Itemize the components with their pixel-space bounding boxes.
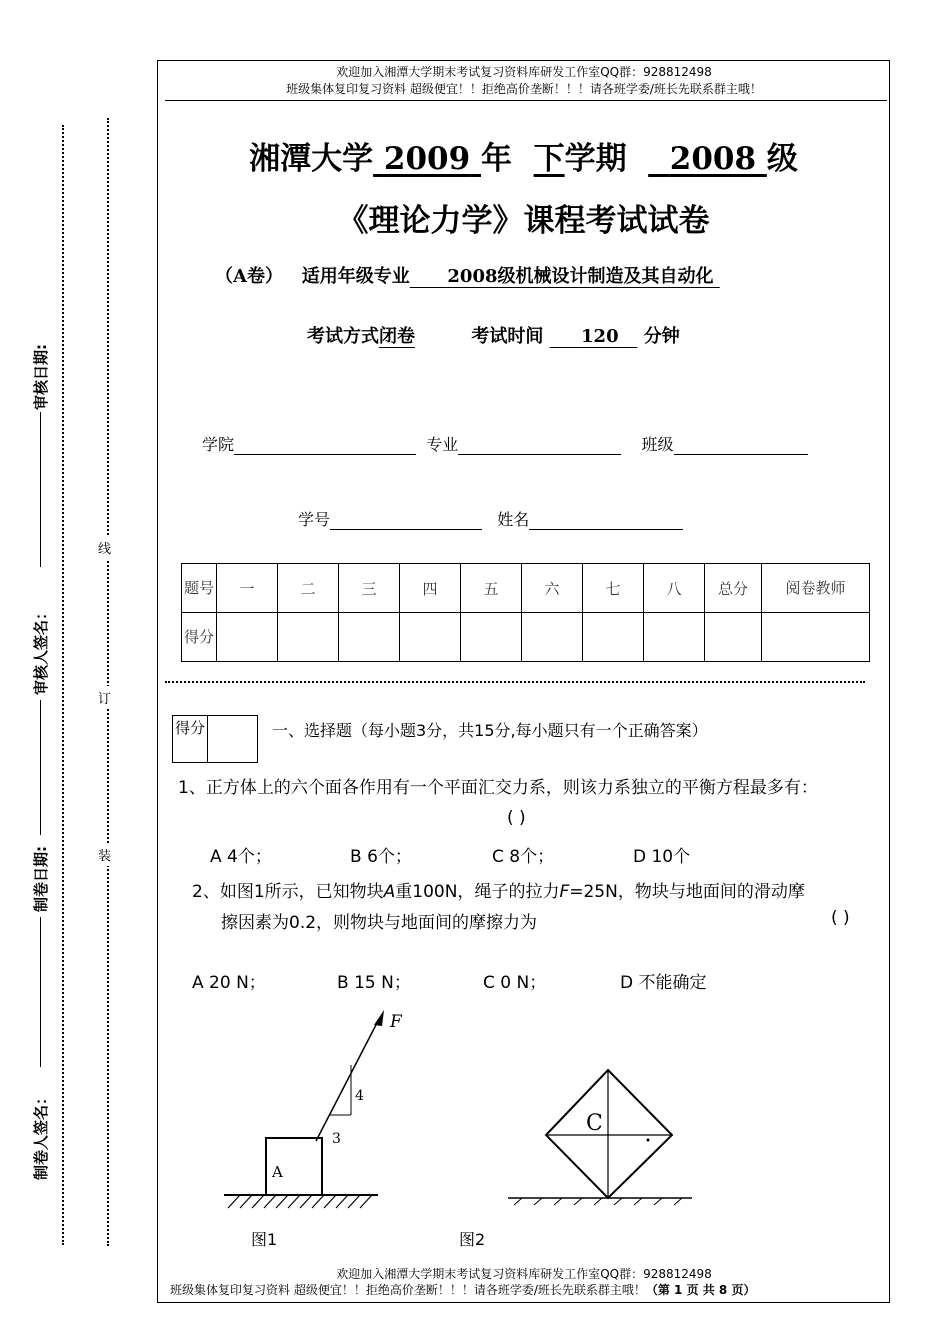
point-dot	[647, 1139, 650, 1142]
q2-option-b: B 15 N；	[337, 973, 411, 993]
force-arrowhead-icon	[374, 1010, 384, 1026]
figure-1-diagram	[218, 1005, 402, 1220]
col-5: 五	[461, 564, 522, 613]
col-8: 八	[644, 564, 705, 613]
header-line-1: 欢迎加入湘潭大学期末考试复习资料库研发工作室QQ群：928812498	[336, 65, 712, 79]
exam-title: 湘潭大学 2009 年 下学期 2008 级	[249, 141, 798, 177]
score-cell[interactable]	[762, 613, 870, 662]
binding-dotted-line-outer	[62, 125, 64, 1245]
col-2: 二	[278, 564, 339, 613]
ground-hatching	[514, 1198, 682, 1205]
fig-1-caption: 图1	[251, 1230, 278, 1249]
ground-hatching	[228, 1195, 372, 1208]
figure-2-diagram	[500, 1060, 700, 1220]
info-fields-row-2: 学号 姓名	[298, 507, 683, 530]
maker-sign-label: 制卷人签名：	[32, 1089, 50, 1180]
col-6: 六	[522, 564, 583, 613]
reviewer-sign-label: 审核人签名：	[32, 604, 50, 695]
review-date-line	[40, 412, 41, 567]
score-table-header-row	[182, 564, 870, 613]
score-table	[181, 563, 870, 662]
label-f: F	[390, 1012, 402, 1032]
label-3: 3	[332, 1131, 341, 1147]
info-fields-row-1: 学院 专业 班级	[202, 432, 808, 455]
footer-line-2: 班级集体复印复习资料 超级便宜！！拒绝高价垄断！！！请各班学委/班长先联系群主哦！（第 1 页 共 8 页）	[170, 1283, 756, 1297]
section-score-box	[172, 715, 258, 763]
q2-text-line-1: 2、如图1所示，已知物块A重100N，绳子的拉力F=25N，物块与地面间的滑动摩	[192, 882, 805, 902]
score-cell[interactable]	[400, 613, 461, 662]
q2-option-d: D 不能确定	[620, 973, 707, 993]
q2-text-line-2: 擦因素为0.2，则物块与地面间的摩擦力为	[221, 913, 538, 933]
q1-option-c: C 8个；	[492, 847, 555, 867]
fig-2-caption: 图2	[459, 1230, 486, 1249]
class-field[interactable]	[674, 454, 808, 455]
label-a: A	[272, 1163, 283, 1181]
header-rule	[165, 100, 887, 101]
footer-line-1: 欢迎加入湘潭大学期末考试复习资料库研发工作室QQ群：928812498	[336, 1267, 712, 1281]
binding-dotted-line-inner	[107, 118, 109, 1246]
q1-option-b: B 6个；	[350, 847, 412, 867]
make-date-line	[40, 917, 41, 1067]
make-date-label: 制卷日期:	[32, 846, 50, 912]
score-cell[interactable]	[461, 613, 522, 662]
q2-option-c: C 0 N；	[483, 973, 547, 993]
college-field[interactable]	[234, 454, 416, 455]
name-field[interactable]	[529, 529, 683, 530]
row-label-score: 得分	[182, 613, 217, 662]
review-date-label: 审核日期:	[32, 344, 50, 410]
student-id-field[interactable]	[330, 529, 482, 530]
dotted-separator	[165, 681, 865, 683]
score-cell[interactable]	[522, 613, 583, 662]
col-grader: 阅卷教师	[762, 564, 870, 613]
score-cell[interactable]	[583, 613, 644, 662]
q1-text: 1、正方体上的六个面各作用有一个平面汇交力系，则该力系独立的平衡方程最多有：	[178, 778, 818, 798]
col-1: 一	[217, 564, 278, 613]
rope-force-line	[316, 1021, 378, 1141]
paper-info-line: （A卷） 适用年级专业 2008级机械设计制造及其自动化	[215, 266, 714, 287]
course-title: 《理论力学》课程考试试卷	[337, 203, 710, 239]
score-cell[interactable]	[644, 613, 705, 662]
col-total: 总分	[705, 564, 762, 613]
side-mark-ding: 订	[98, 686, 111, 709]
col-3: 三	[339, 564, 400, 613]
label-c: C	[586, 1111, 603, 1136]
exam-mode-line: 考试方式闭卷 考试时间 120 分钟	[307, 326, 680, 347]
score-cell[interactable]	[217, 613, 278, 662]
page-number: （第 1 页 共 8 页）	[645, 1283, 756, 1297]
side-mark-zhuang: 装	[98, 843, 111, 866]
reviewer-sign-line	[40, 700, 41, 835]
section-heading: 一、选择题（每小题3分，共15分,每小题只有一个正确答案）	[272, 721, 708, 740]
q2-answer-paren: ( )	[831, 908, 850, 928]
q1-answer-paren: ( )	[507, 808, 526, 828]
score-cell[interactable]	[278, 613, 339, 662]
label-4: 4	[355, 1088, 364, 1104]
col-4: 四	[400, 564, 461, 613]
q1-option-a: A 4个；	[210, 847, 272, 867]
section-score-label: 得分	[173, 716, 208, 763]
header-line-2: 班级集体复印复习资料 超级便宜！！拒绝高价垄断！！！请各班学委/班长先联系群主哦！	[286, 82, 762, 96]
side-mark-xian: 线	[98, 536, 111, 559]
major-field[interactable]	[458, 454, 621, 455]
q2-option-a: A 20 N；	[192, 973, 266, 993]
square-on-edge	[546, 1070, 672, 1198]
col-7: 七	[583, 564, 644, 613]
score-table-score-row	[182, 613, 870, 662]
row-label-question: 题号	[182, 564, 217, 613]
q1-option-d: D 10个	[633, 847, 691, 867]
score-cell[interactable]	[705, 613, 762, 662]
score-cell[interactable]	[339, 613, 400, 662]
